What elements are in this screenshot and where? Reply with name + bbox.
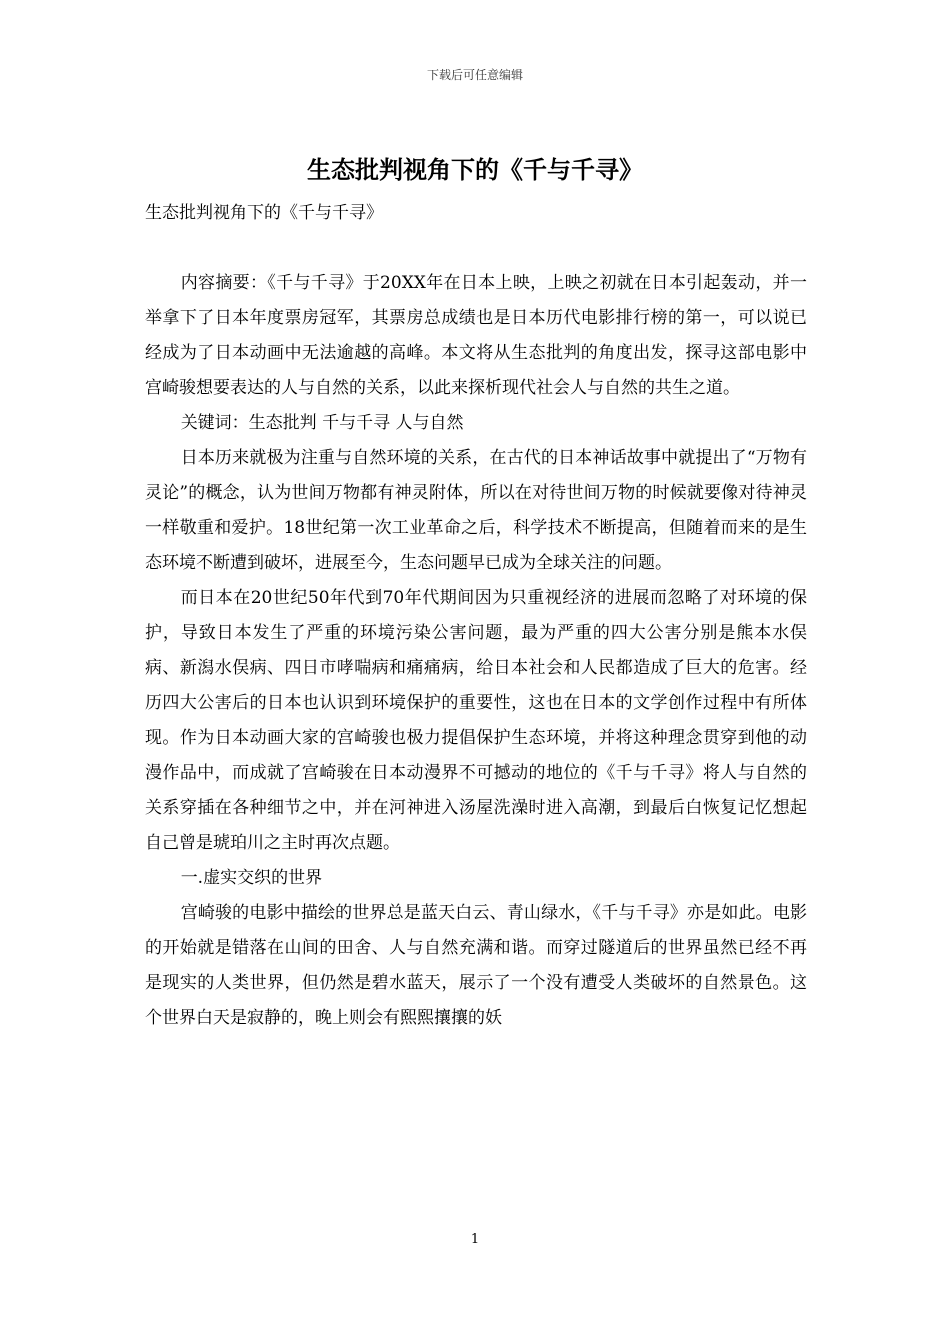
keywords-line: 关键词：生态批判 千与千寻 人与自然 [180, 413, 464, 433]
document-subtitle: 生态批判视角下的《千与千寻》 [145, 203, 383, 223]
section-heading: 一.虚实交织的世界 [180, 868, 323, 888]
abstract-paragraph: 内容摘要：《千与千寻》于20XX年在日本上映，上映之初就在日本引起轰动，并一举拿下了日本年度票房冠军，其票房总成绩也是日本历代电影排行榜的第一，可以说已经成为了日本动画中无法逾越的高峰。本文将从生态批判的角度出发，探寻这部电影中宫崎骏想要表达的人与自然的关系，以此来探析现代社会人与自然的共生之道。 [145, 273, 807, 398]
document-body [145, 196, 807, 1036]
header-note: 下载后可任意编辑 [426, 68, 523, 82]
page-number: 1 [470, 1232, 480, 1247]
body-paragraph: 日本历来就极为注重与自然环境的关系，在古代的日本神话故事中就提出了“万物有灵论”的概念，认为世间万物都有神灵附体，所以在对待世间万物的时候就要像对待神灵一样敬重和爱护。18世纪第一次工业革命之后，科学技术不断提高，但随着而来的是生态环境不断遭到破坏，进展至今，生态问题早已成为全球关注的问题。 [145, 448, 807, 573]
document-title: 生态批判视角下的《千与千寻》 [307, 155, 643, 184]
body-paragraph: 宫崎骏的电影中描绘的世界总是蓝天白云、青山绿水，《千与千寻》亦是如此。电影的开始就是错落在山间的田舍、人与自然充满和谐。而穿过隧道后的世界虽然已经不再是现实的人类世界，但仍然是碧水蓝天，展示了一个没有遭受人类破坏的自然景色。这个世界白天是寂静的，晚上则会有熙熙攘攘的妖 [145, 903, 807, 1028]
body-paragraph: 而日本在20世纪50年代到70年代期间因为只重视经济的进展而忽略了对环境的保护，导致日本发生了严重的环境污染公害问题，最为严重的四大公害分别是熊本水俣病、新潟水俣病、四日市哮喘病和痛痛病，给日本社会和人民都造成了巨大的危害。经历四大公害后的日本也认识到环境保护的重要性，这也在日本的文学创作过程中有所体现。作为日本动画大家的宫崎骏也极力提倡保护生态环境，并将这种理念贯穿到他的动漫作品中，而成就了宫崎骏在日本动漫界不可撼动的地位的《千与千寻》将人与自然的关系穿插在各种细节之中，并在河神进入汤屋洗澡时进入高潮，到最后白恢复记忆想起自己曾是琥珀川之主时再次点题。 [145, 588, 807, 853]
